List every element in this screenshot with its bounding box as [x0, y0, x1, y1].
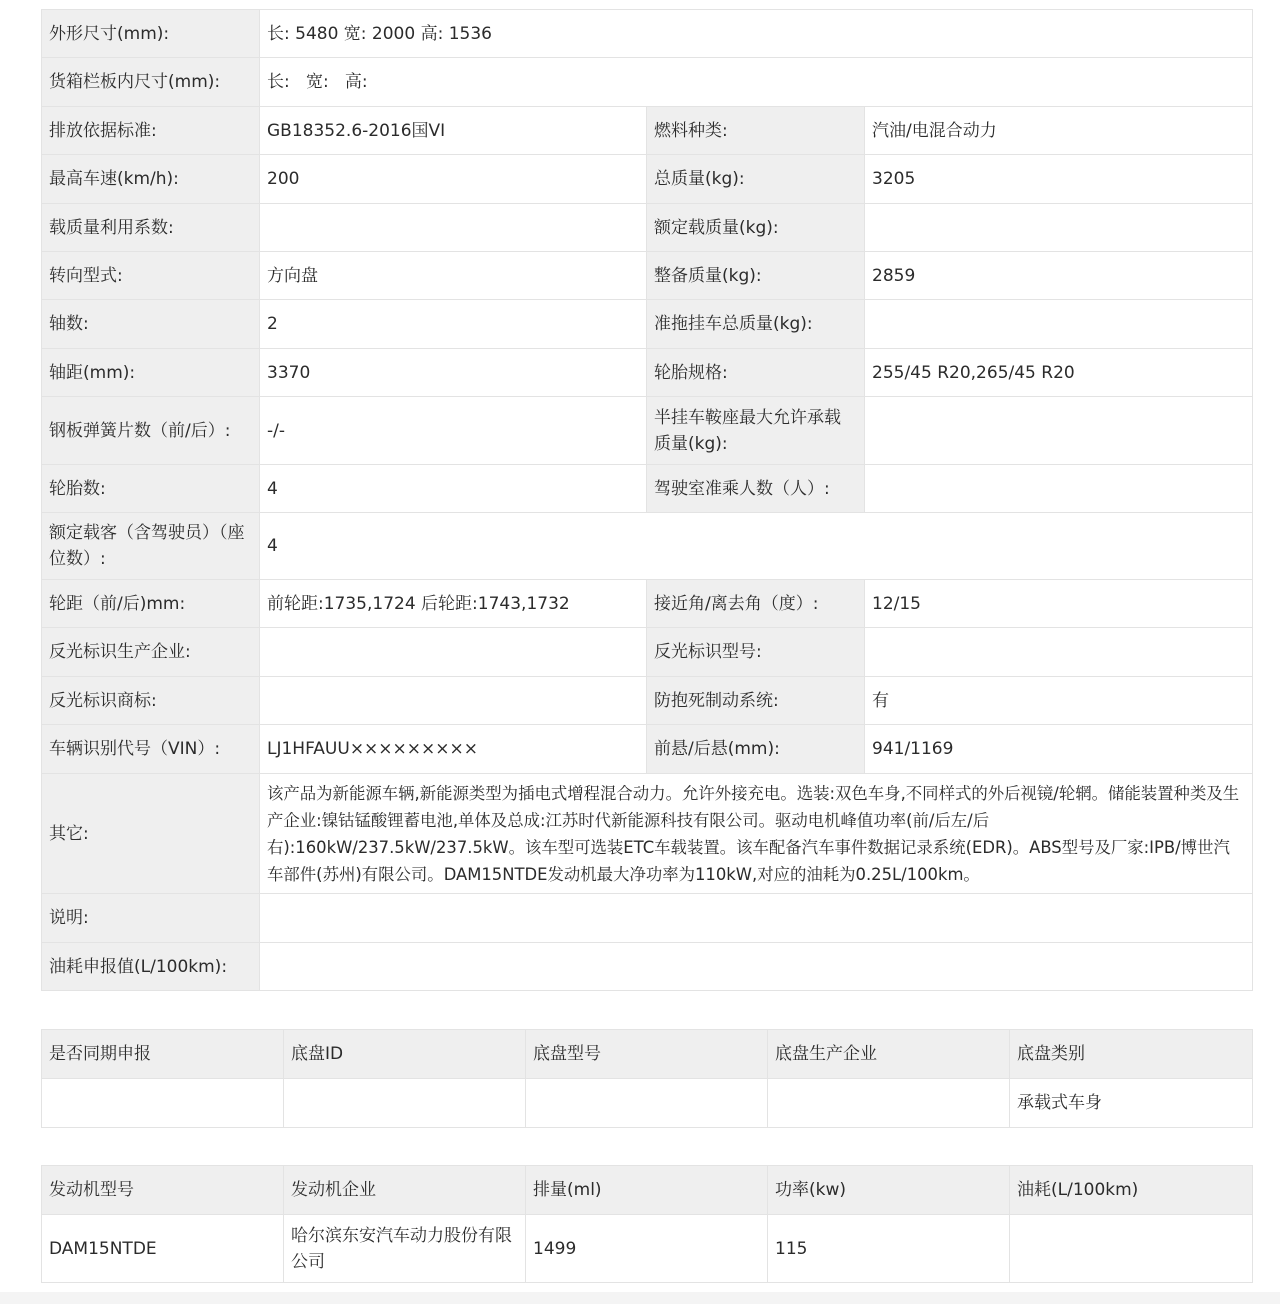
- note-value: [260, 894, 1253, 943]
- fuel-label: 燃料种类:: [647, 107, 865, 155]
- dims-label: 外形尺寸(mm):: [42, 10, 260, 58]
- overhang-label: 前悬/后悬(mm):: [647, 725, 865, 774]
- chassis-header-cell: 底盘生产企业: [768, 1030, 1010, 1079]
- load-coef-value: [260, 204, 647, 252]
- vin-label: 车辆识别代号（VIN）:: [42, 725, 260, 774]
- rated-load-value: [865, 204, 1253, 252]
- spec-row-reflect-brand: [42, 677, 1253, 725]
- chassis-header-row: [42, 1030, 1253, 1079]
- spec-row-leaf-spring: [42, 397, 1253, 465]
- cargo-value: 长: 宽: 高:: [260, 58, 1253, 107]
- other-label: 其它:: [42, 774, 260, 894]
- axles-value: 2: [260, 300, 647, 349]
- engine-header-row: [42, 1166, 1253, 1215]
- spec-row-axles: [42, 300, 1253, 349]
- track-label: 轮距（前/后)mm:: [42, 580, 260, 628]
- spec-row-tires: [42, 465, 1253, 513]
- emission-label: 排放依据标准:: [42, 107, 260, 155]
- reflect-brand-value: [260, 677, 647, 725]
- load-coef-label: 载质量利用系数:: [42, 204, 260, 252]
- spec-table: [41, 9, 1253, 991]
- speed-label: 最高车速(km/h):: [42, 155, 260, 204]
- rated-load-label: 额定载质量(kg):: [647, 204, 865, 252]
- chassis-cell: [284, 1079, 526, 1128]
- seats-value: 4: [260, 513, 1253, 580]
- note-label: 说明:: [42, 894, 260, 943]
- spec-row-cargo: [42, 58, 1253, 107]
- steering-label: 转向型式:: [42, 252, 260, 300]
- curb-mass-value: 2859: [865, 252, 1253, 300]
- wheelbase-value: 3370: [260, 349, 647, 397]
- reflect-brand-label: 反光标识商标:: [42, 677, 260, 725]
- chassis-cell: [768, 1079, 1010, 1128]
- trailer-mass-label: 准拖挂车总质量(kg):: [647, 300, 865, 349]
- spec-row-other: [42, 774, 1253, 894]
- engine-cell: DAM15NTDE: [42, 1215, 284, 1283]
- engine-header-cell: 油耗(L/100km): [1010, 1166, 1253, 1215]
- fuel-cons-label: 油耗申报值(L/100km):: [42, 943, 260, 991]
- steering-value: 方向盘: [260, 252, 647, 300]
- spec-row-note: [42, 894, 1253, 943]
- trailer-mass-value: [865, 300, 1253, 349]
- reflect-model-label: 反光标识型号:: [647, 628, 865, 677]
- tires-value: 4: [260, 465, 647, 513]
- engine-header-cell: 发动机企业: [284, 1166, 526, 1215]
- reflect-maker-value: [260, 628, 647, 677]
- tire-spec-label: 轮胎规格:: [647, 349, 865, 397]
- spec-row-load: [42, 204, 1253, 252]
- leaf-spring-label: 钢板弹簧片数（前/后）:: [42, 397, 260, 465]
- engine-cell: 115: [768, 1215, 1010, 1283]
- chassis-cell: 承载式车身: [1010, 1079, 1253, 1128]
- overhang-value: 941/1169: [865, 725, 1253, 774]
- abs-label: 防抱死制动系统:: [647, 677, 865, 725]
- chassis-header-cell: 是否同期申报: [42, 1030, 284, 1079]
- saddle-label: 半挂车鞍座最大允许承载质量(kg):: [647, 397, 865, 465]
- engine-header-cell: 发动机型号: [42, 1166, 284, 1215]
- emission-value: GB18352.6-2016国VI: [260, 107, 647, 155]
- spec-row-fuel-consumption: [42, 943, 1253, 991]
- cargo-label: 货箱栏板内尺寸(mm):: [42, 58, 260, 107]
- chassis-cell: [526, 1079, 768, 1128]
- spec-row-reflect-maker: [42, 628, 1253, 677]
- leaf-spring-value: -/-: [260, 397, 647, 465]
- engine-header-cell: 排量(ml): [526, 1166, 768, 1215]
- saddle-value: [865, 397, 1253, 465]
- curb-mass-label: 整备质量(kg):: [647, 252, 865, 300]
- wheelbase-label: 轴距(mm):: [42, 349, 260, 397]
- chassis-header-cell: 底盘ID: [284, 1030, 526, 1079]
- chassis-data-row: [42, 1079, 1253, 1128]
- cab-pass-label: 驾驶室准乘人数（人）:: [647, 465, 865, 513]
- angle-value: 12/15: [865, 580, 1253, 628]
- axles-label: 轴数:: [42, 300, 260, 349]
- tires-label: 轮胎数:: [42, 465, 260, 513]
- spec-row-emission: [42, 107, 1253, 155]
- engine-cell: [1010, 1215, 1253, 1283]
- reflect-model-value: [865, 628, 1253, 677]
- tire-spec-value: 255/45 R20,265/45 R20: [865, 349, 1253, 397]
- engine-header-cell: 功率(kw): [768, 1166, 1010, 1215]
- fuel-value: 汽油/电混合动力: [865, 107, 1253, 155]
- engine-cell: 哈尔滨东安汽车动力股份有限公司: [284, 1215, 526, 1283]
- chassis-header-cell: 底盘类别: [1010, 1030, 1253, 1079]
- speed-value: 200: [260, 155, 647, 204]
- total-mass-label: 总质量(kg):: [647, 155, 865, 204]
- angle-label: 接近角/离去角（度）:: [647, 580, 865, 628]
- engine-cell: 1499: [526, 1215, 768, 1283]
- abs-value: 有: [865, 677, 1253, 725]
- bottom-edge: [0, 1292, 1280, 1304]
- chassis-header-cell: 底盘型号: [526, 1030, 768, 1079]
- reflect-maker-label: 反光标识生产企业:: [42, 628, 260, 677]
- chassis-table: [41, 1029, 1253, 1128]
- spec-row-track: [42, 580, 1253, 628]
- cab-pass-value: [865, 465, 1253, 513]
- engine-data-row: [42, 1215, 1253, 1283]
- spec-row-steering: [42, 252, 1253, 300]
- total-mass-value: 3205: [865, 155, 1253, 204]
- other-value: 该产品为新能源车辆,新能源类型为插电式增程混合动力。允许外接充电。选装:双色车身,不同样式的外后视镜/轮辋。储能装置种类及生产企业:镍钴锰酸锂蓄电池,单体及总成:江苏时代新能源科技有限公司。驱动电机峰值功率(前/后左/后右):160kW/237.5kW/237.5kW。该车型可选装ETC车载装置。该车配备汽车事件数据记录系统(EDR)。ABS型号及厂家:IPB/博世汽车部件(苏州)有限公司。DAM15NTDE发动机最大净功率为110kW,对应的油耗为0.25L/100km。: [260, 774, 1253, 894]
- spec-row-speed: [42, 155, 1253, 204]
- seats-label: 额定载客（含驾驶员）（座位数）:: [42, 513, 260, 580]
- dims-value: 长: 5480 宽: 2000 高: 1536: [260, 10, 1253, 58]
- chassis-cell: [42, 1079, 284, 1128]
- vin-value: LJ1HFAUU×××××××××: [260, 725, 647, 774]
- spec-row-vin: [42, 725, 1253, 774]
- fuel-cons-value: [260, 943, 1253, 991]
- track-value: 前轮距:1735,1724 后轮距:1743,1732: [260, 580, 647, 628]
- spec-row-seats: [42, 513, 1253, 580]
- spec-row-dimensions: [42, 10, 1253, 58]
- engine-table: [41, 1165, 1253, 1283]
- spec-row-wheelbase: [42, 349, 1253, 397]
